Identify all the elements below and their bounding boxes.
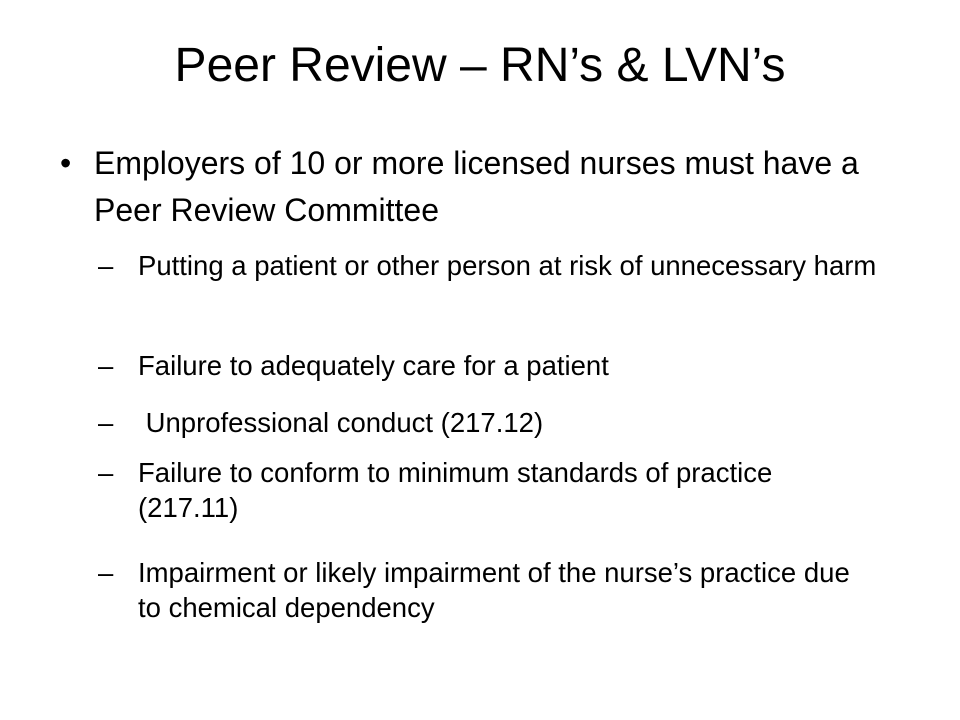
sub-bullet-text: Failure to adequately care for a patient: [138, 350, 609, 381]
sub-bullet-text: Failure to conform to minimum standards of practice (217.11): [138, 457, 773, 523]
slide-title: Peer Review – RN’s & LVN’s: [174, 39, 786, 92]
dash-marker: –: [98, 457, 114, 488]
main-bullet-text: Employers of 10 or more licensed nurses must have a Peer Review Committee: [94, 145, 859, 228]
sub-bullet-text: Unprofessional conduct (217.12): [138, 407, 544, 438]
sub-bullet-text: Impairment or likely impairment of the nurse’s practice due to chemical dependency: [138, 557, 850, 623]
dash-marker: –: [98, 350, 114, 381]
dash-marker: –: [98, 250, 114, 281]
bullet-marker: •: [60, 145, 72, 181]
sub-bullet-text: Putting a patient or other person at risk of unnecessary harm: [138, 250, 877, 281]
dash-marker: –: [98, 557, 114, 588]
dash-marker: –: [98, 407, 114, 438]
